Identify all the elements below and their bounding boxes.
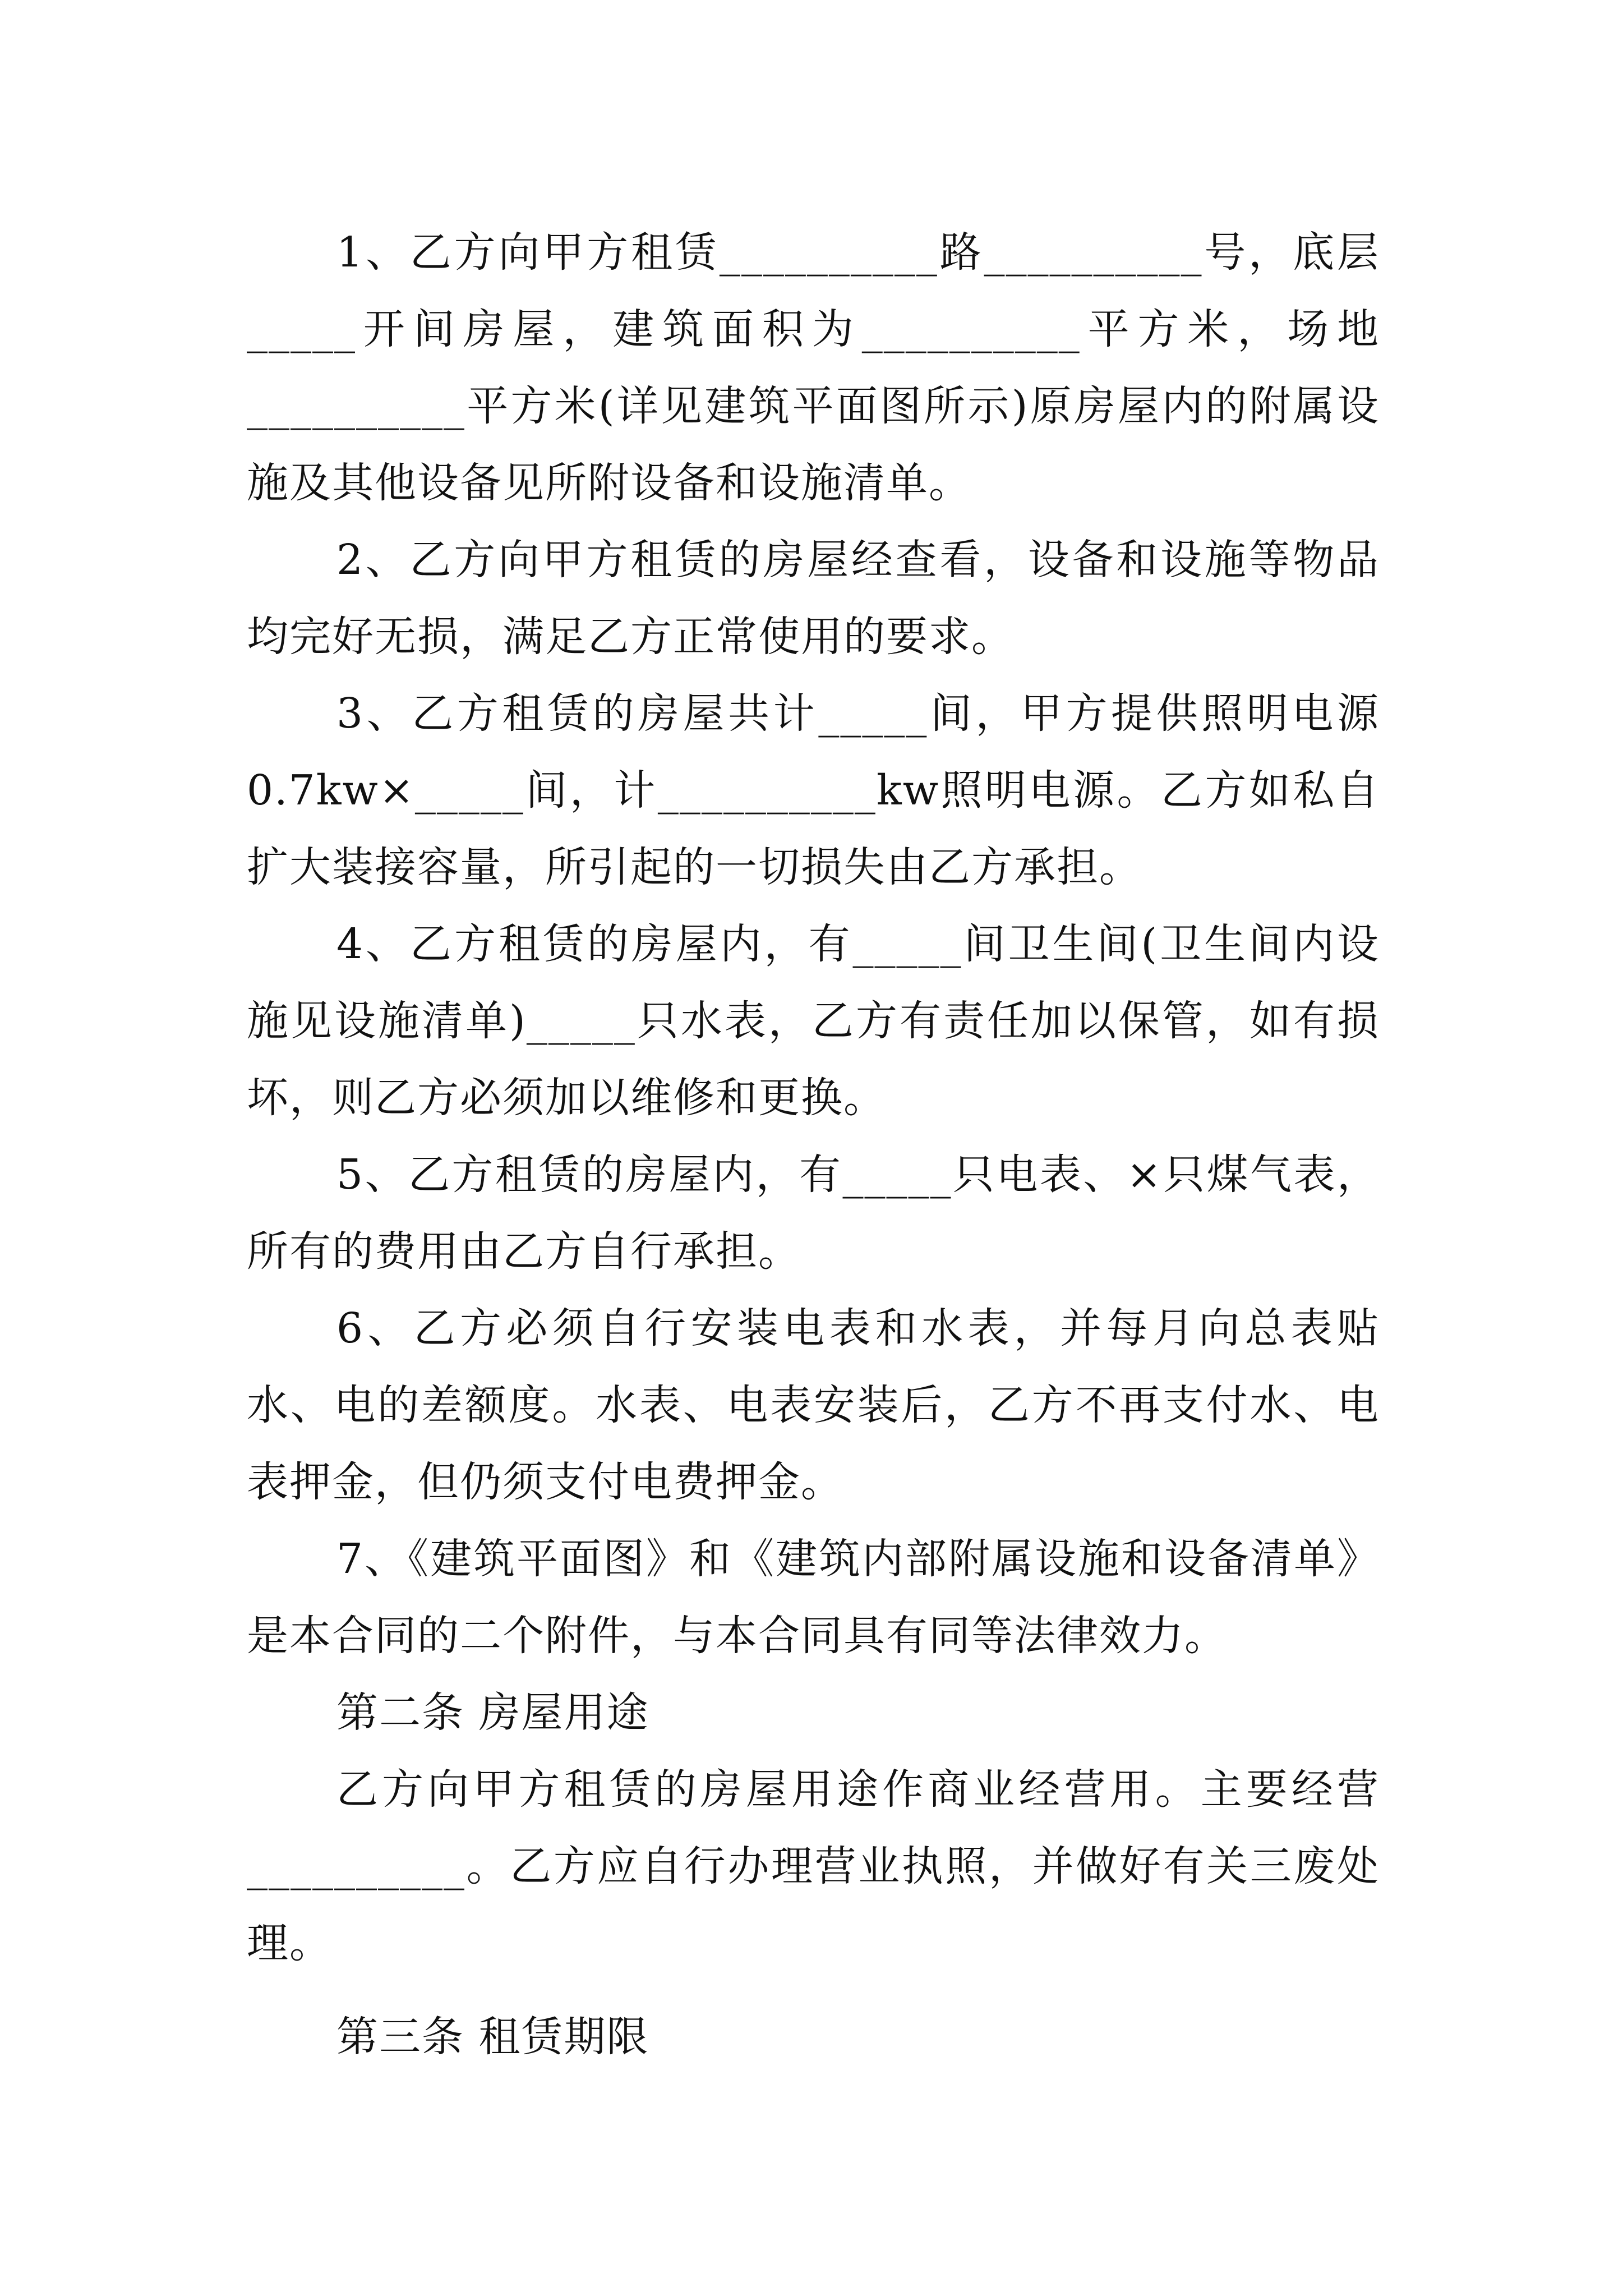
clause-6-paragraph: 6、乙方必须自行安装电表和水表，并每月向总表贴水、电的差额度。水表、电表安装后，乙方不再支付水、电表押金，但仍须支付电费押金。 [247,1304,1380,1506]
document-body [247,214,1380,2076]
article-2-heading: 第二条 房屋用途 [336,1688,649,1737]
article-3-heading: 第三条 租赁期限 [336,2013,649,2061]
article-2-paragraph: 乙方向甲方租赁的房屋用途作商业经营用。主要经营__________。乙方应自行办理营业执照，并做好有关三废处理。 [247,1765,1380,1967]
clause-3-paragraph: 3、乙方租赁的房屋共计_____间，甲方提供照明电源0.7kw×_____间，计__________kw照明电源。乙方如私自扩大装接容量，所引起的一切损失由乙方承担。 [247,689,1380,891]
clause-7-paragraph: 7、《建筑平面图》和《建筑内部附属设施和设备清单》是本合同的二个附件，与本合同具有同等法律效力。 [247,1535,1380,1660]
clause-1-paragraph: 1、乙方向甲方租赁__________路__________号，底层_____开间房屋，建筑面积为__________平方米，场地__________平方米(详见建筑平面图所示)原房屋内的附属设施及其他设备见所附设备和设施清单。 [247,228,1380,507]
clause-2-paragraph: 2、乙方向甲方租赁的房屋经查看，设备和设施等物品均完好无损，满足乙方正常使用的要求。 [247,536,1380,661]
clause-4-paragraph: 4、乙方租赁的房屋内，有_____间卫生间(卫生间内设施见设施清单)_____只水表，乙方有责任加以保管，如有损坏，则乙方必须加以维修和更换。 [247,920,1380,1122]
clause-5-paragraph: 5、乙方租赁的房屋内，有_____只电表、×只煤气表，所有的费用由乙方自行承担。 [247,1151,1380,1276]
